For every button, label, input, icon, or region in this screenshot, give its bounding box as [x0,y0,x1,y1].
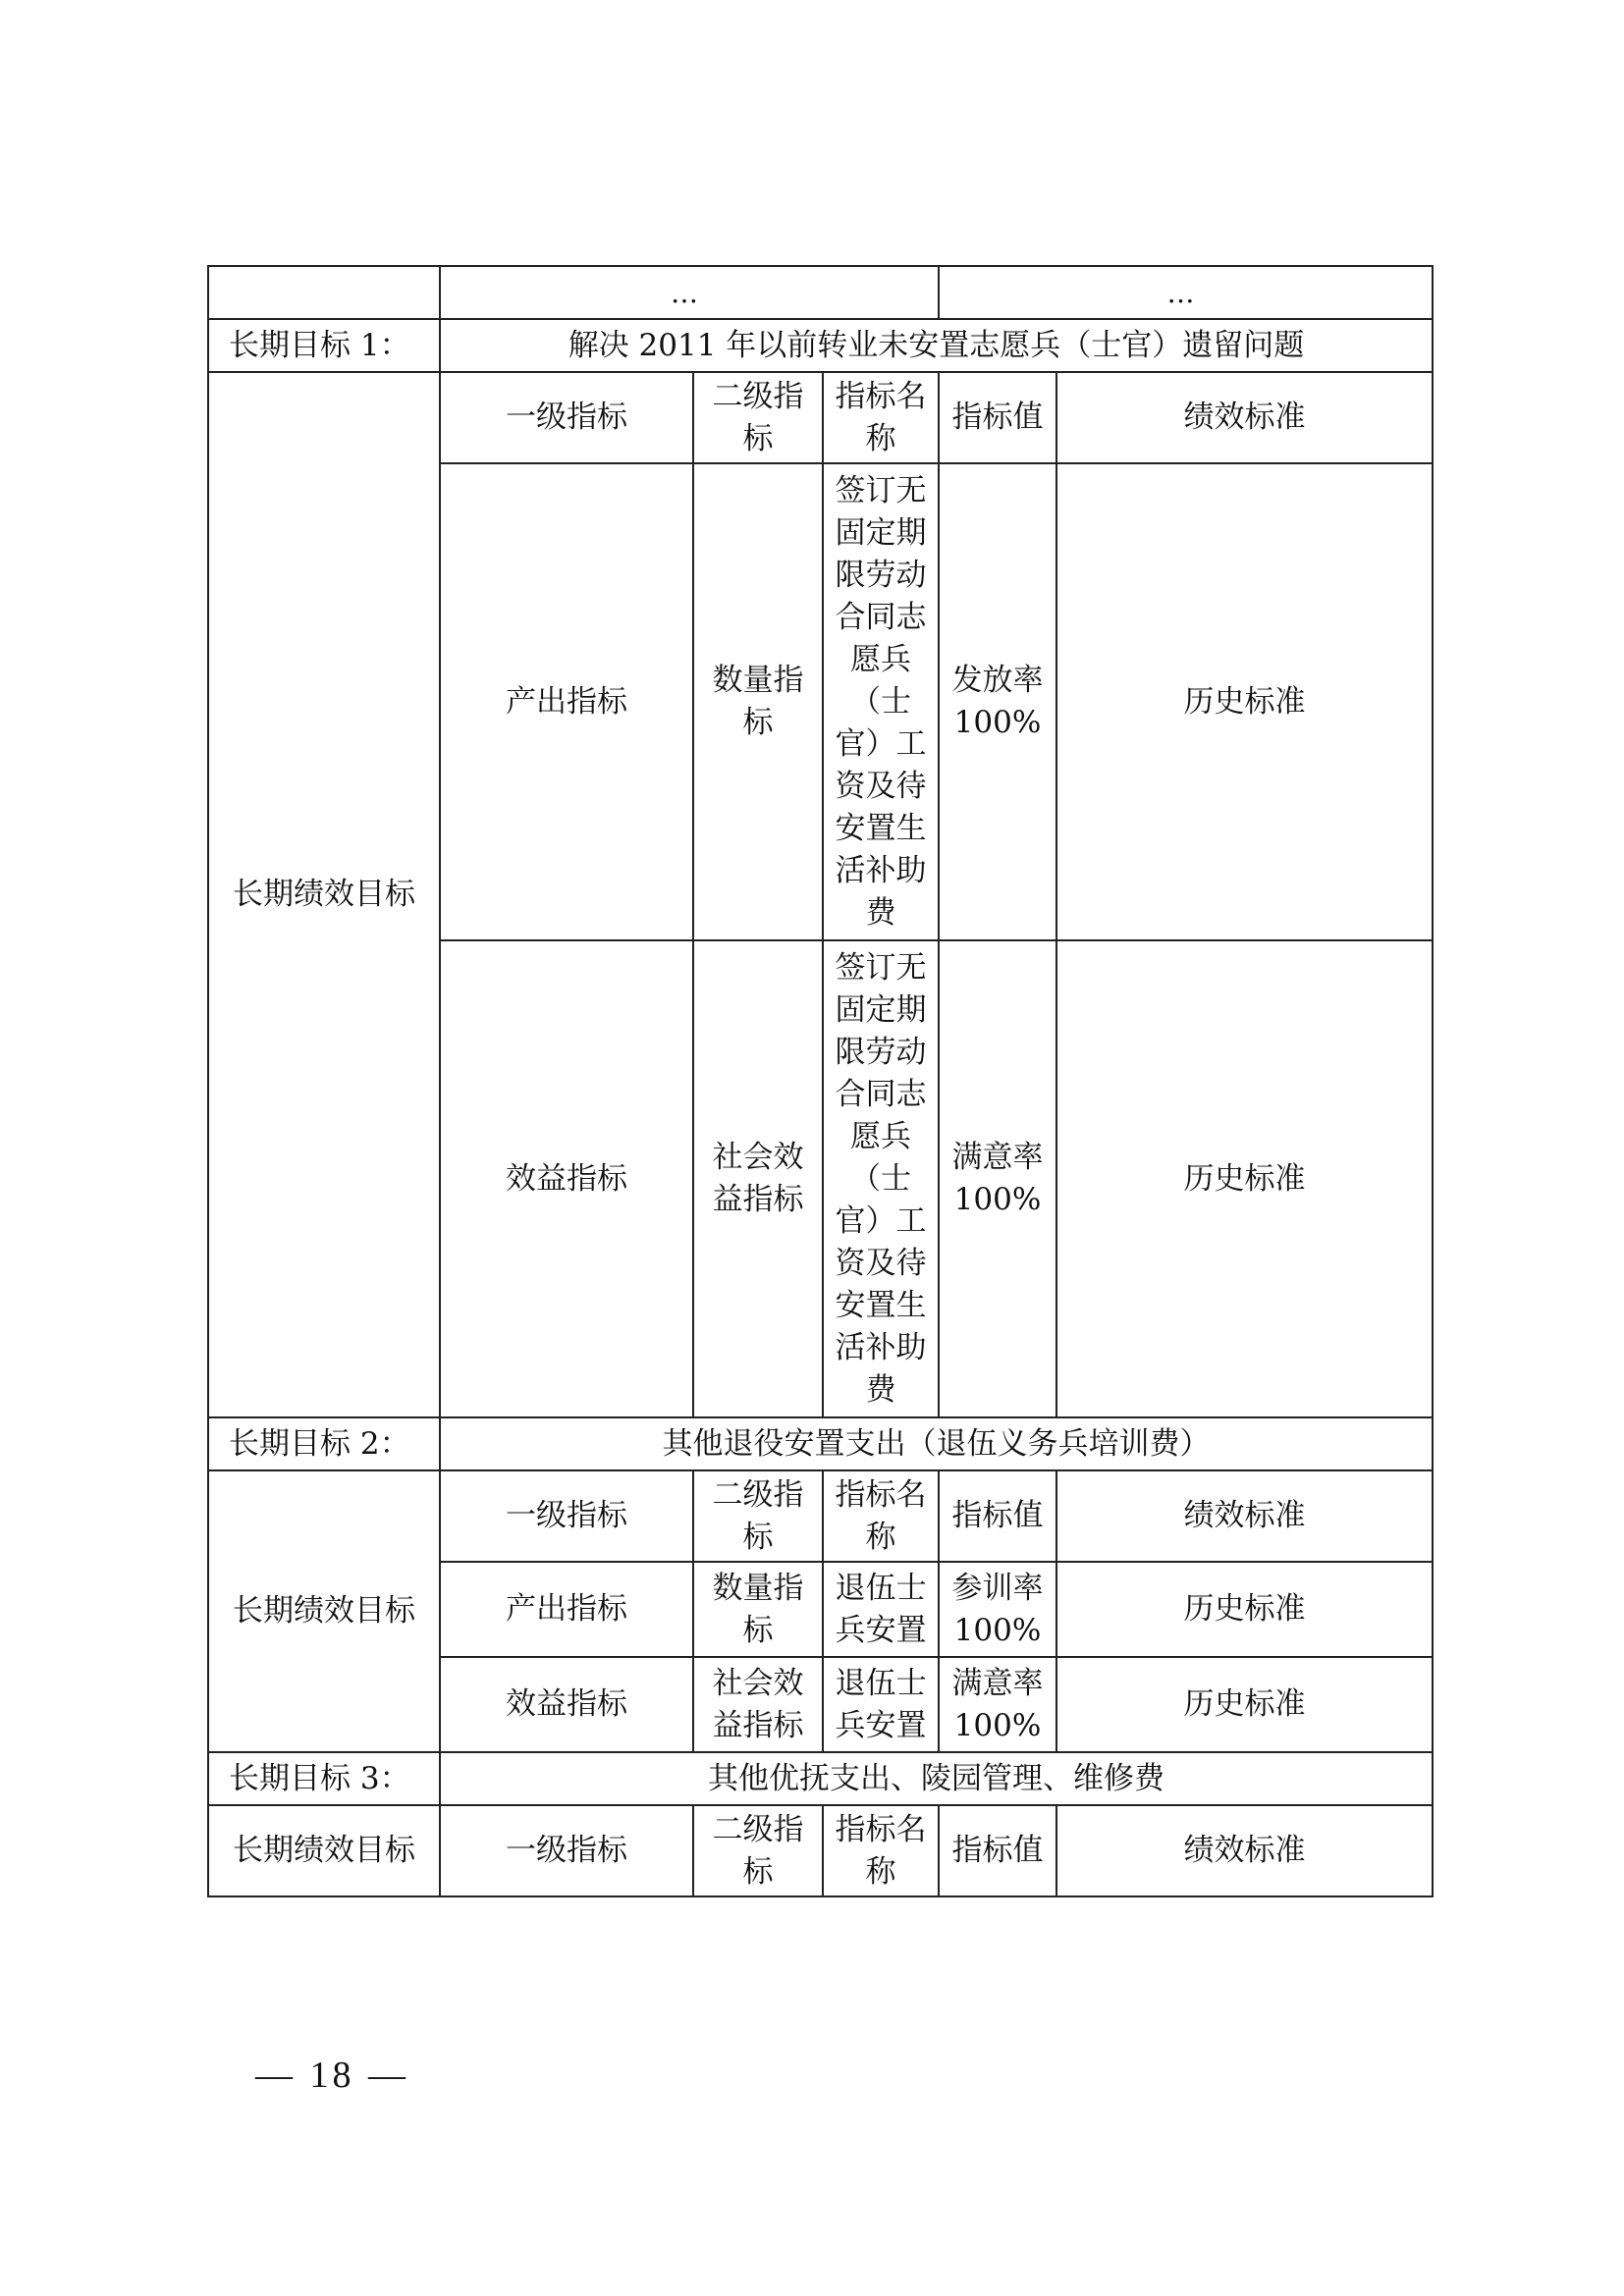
row-indicator-name: 退伍士兵安置 [823,1562,939,1657]
header-value: 指标值 [939,1805,1056,1896]
goal1-label: 长期目标 1： [208,319,440,372]
row-level2: 数量指标 [693,1562,823,1657]
row-standard: 历史标准 [1056,463,1433,940]
performance-table [207,265,1434,1897]
row-level2: 社会效益指标 [693,1657,823,1752]
header-value: 指标值 [939,1470,1056,1562]
header-level2: 二级指标 [693,1805,823,1896]
header-name: 指标名称 [823,372,939,463]
goal2-label: 长期目标 2： [208,1417,440,1470]
header-name: 指标名称 [823,1805,939,1896]
row-indicator-value: 参训率100% [939,1562,1056,1657]
header-level1: 一级指标 [440,1805,693,1896]
header-standard: 绩效标准 [1056,372,1433,463]
header-level1: 一级指标 [440,372,693,463]
row-indicator-value: 发放率100% [939,463,1056,940]
row-standard: 历史标准 [1056,940,1433,1417]
row-level1: 效益指标 [440,1657,693,1752]
ellipsis-cell-2: … [939,266,1433,319]
row-level1: 产出指标 [440,1562,693,1657]
goal2-text: 其他退役安置支出（退伍义务兵培训费） [440,1417,1433,1470]
block3-long-term-label: 长期绩效目标 [208,1805,440,1896]
header-name: 指标名称 [823,1470,939,1562]
goal1-text: 解决 2011 年以前转业未安置志愿兵（士官）遗留问题 [440,319,1433,372]
block2-long-term-label: 长期绩效目标 [208,1470,440,1752]
header-standard: 绩效标准 [1056,1805,1433,1896]
row-indicator-name: 退伍士兵安置 [823,1657,939,1752]
ellipsis-row [208,266,1433,319]
ellipsis-cell-1: … [440,266,939,319]
row-level1: 效益指标 [440,940,693,1417]
header-standard: 绩效标准 [1056,1470,1433,1562]
block1-long-term-label: 长期绩效目标 [208,372,440,1417]
row-standard: 历史标准 [1056,1562,1433,1657]
header-value: 指标值 [939,372,1056,463]
page-number: — 18 — [255,2055,409,2096]
row-level1: 产出指标 [440,463,693,940]
ellipsis-cell-empty [208,266,440,319]
block3-header-row [208,1805,1433,1896]
header-level2: 二级指标 [693,1470,823,1562]
row-level2: 数量指标 [693,463,823,940]
block1-header-row [208,372,1433,463]
goal1-row [208,319,1433,372]
block2-header-row [208,1470,1433,1562]
row-indicator-name: 签订无固定期限劳动合同志愿兵（士官）工资及待安置生活补助费 [823,940,939,1417]
row-indicator-value: 满意率100% [939,940,1056,1417]
goal2-row [208,1417,1433,1470]
goal3-text: 其他优抚支出、陵园管理、维修费 [440,1752,1433,1805]
row-indicator-value: 满意率100% [939,1657,1056,1752]
row-level2: 社会效益指标 [693,940,823,1417]
row-standard: 历史标准 [1056,1657,1433,1752]
row-indicator-name: 签订无固定期限劳动合同志愿兵（士官）工资及待安置生活补助费 [823,463,939,940]
goal3-row [208,1752,1433,1805]
goal3-label: 长期目标 3： [208,1752,440,1805]
header-level2: 二级指标 [693,372,823,463]
header-level1: 一级指标 [440,1470,693,1562]
